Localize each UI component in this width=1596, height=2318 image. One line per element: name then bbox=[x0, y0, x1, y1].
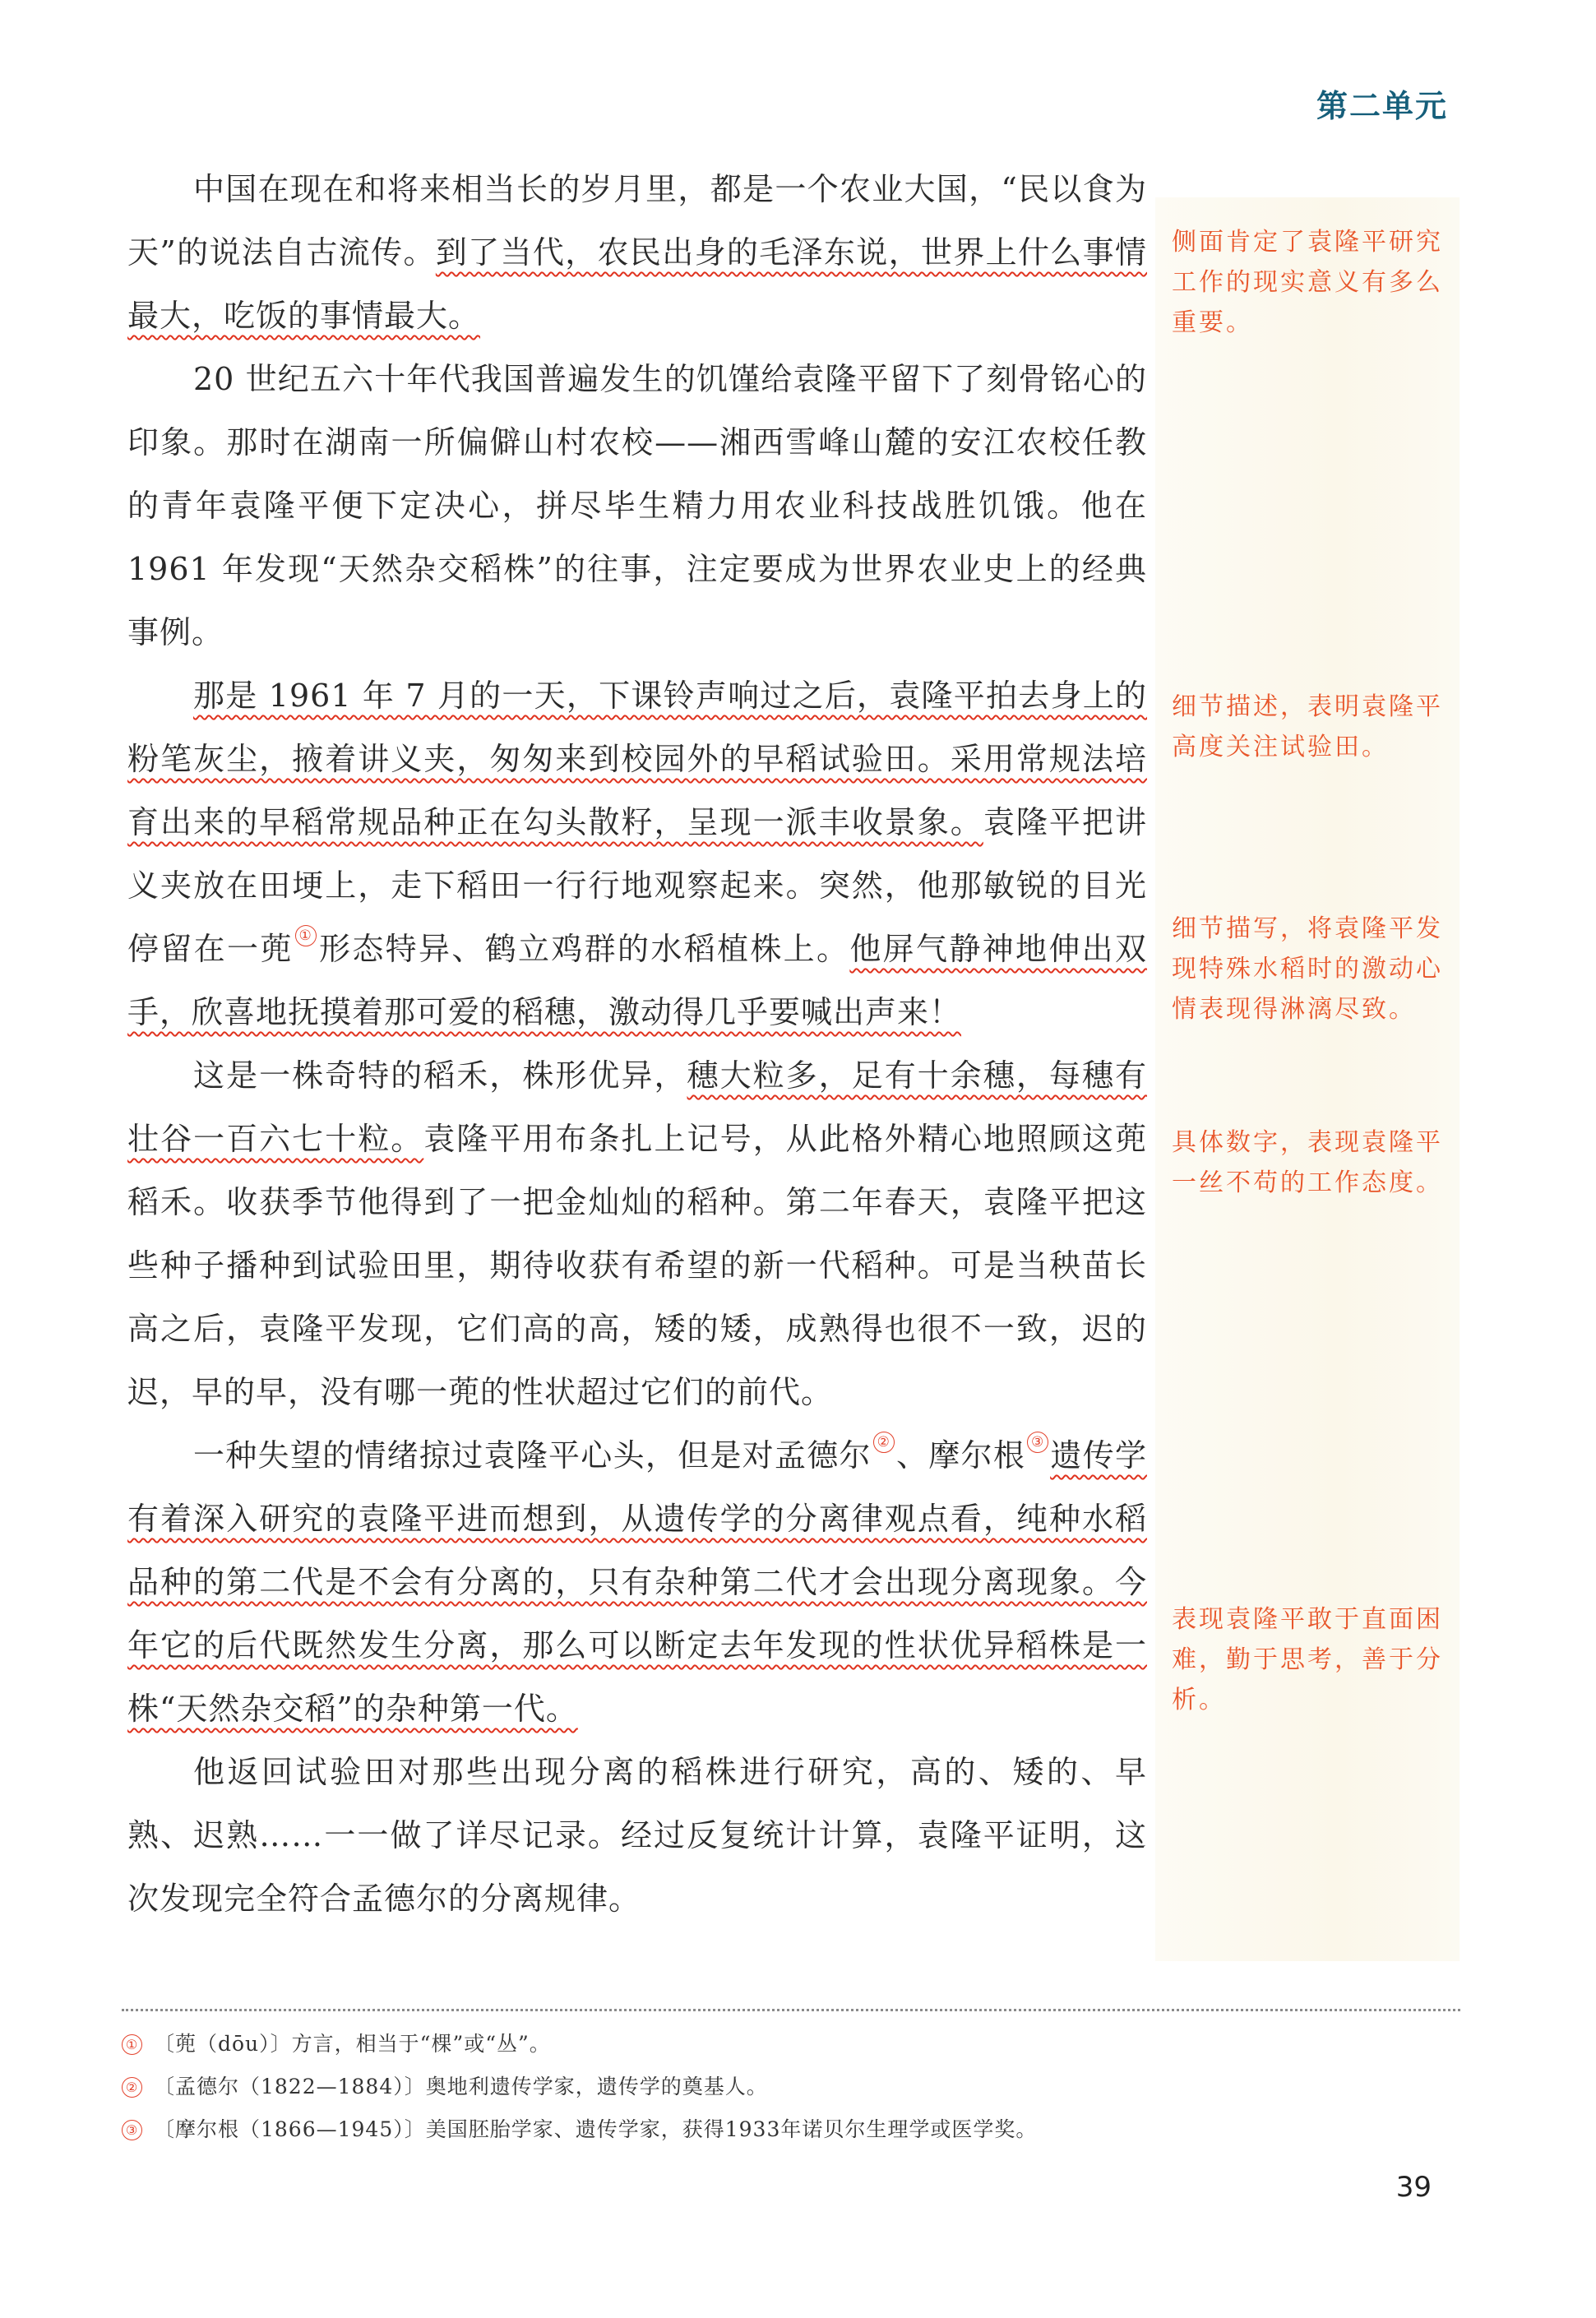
unit-title: 第二单元 bbox=[1316, 88, 1448, 124]
page-number: 39 bbox=[1395, 2171, 1432, 2204]
article-body bbox=[127, 158, 1147, 1931]
footnote-text: 〔蔸（dōu）〕方言，相当于“棵”或“丛”。 bbox=[154, 2032, 551, 2056]
underlined-segment: 遗传学有着深入研究的袁隆平进而想到，从遗传学的分离律观点看，纯种水稻品种的第二代是不会有分离的，只有杂种第二代才会出现分离现象。今年它的后代既然发生分离，那么可以断定去年发现的性状优异稻株是一株“天然杂交稻”的杂种第一代。 bbox=[127, 1437, 1147, 1727]
margin-note-4: 具体数字，表现袁隆平一丝不苟的工作态度。 bbox=[1172, 1128, 1443, 1197]
paragraph-5 bbox=[127, 1424, 1147, 1741]
paragraph-1 bbox=[127, 158, 1147, 348]
underlined-segment: 穗大粒多，足有十余穗，每穗有壮谷一百六七十粒。 bbox=[127, 1057, 1147, 1157]
footnote-text: 〔孟德尔（1822—1884）〕奥地利遗传学家，遗传学的奠基人。 bbox=[154, 2075, 768, 2098]
text-segment: 一种失望的情绪掠过袁隆平心头，但是对孟德尔 bbox=[193, 1437, 872, 1474]
footnote-ref-1[interactable]: ① bbox=[295, 925, 317, 946]
underlined-segment: 那是 1961 年 7 月的一天，下课铃声响过之后，袁隆平拍去身上的粉笔灰尘，掖着讲义夹，匆匆来到校园外的早稻试验田。采用常规法培育出来的早稻常规品种正在勾头散籽，呈现一派丰收景象。 bbox=[127, 678, 1147, 840]
paragraph-6: 他返回试验田对那些出现分离的稻株进行研究，高的、矮的、早熟、迟熟……一一做了详尽记录。经过反复统计计算，袁隆平证明，这次发现完全符合孟德尔的分离规律。 bbox=[127, 1754, 1147, 1917]
footnote-number: ③ bbox=[122, 2120, 142, 2140]
margin-note-5: 表现袁隆平敢于直面困难，勤于思考，善于分析。 bbox=[1172, 1605, 1443, 1714]
paragraph-2: 20 世纪五六十年代我国普遍发生的饥馑给袁隆平留下了刻骨铭心的印象。那时在湖南一所偏僻山村农校——湘西雪峰山麓的安江农校任教的青年袁隆平便下定决心，拼尽毕生精力用农业科技战胜饥饿。他在 1961 年发现“天然杂交稻株”的往事，注定要成为世界农业史上的经典事例。 bbox=[127, 361, 1147, 650]
footnote-1 bbox=[122, 2028, 551, 2057]
text-segment: 形态特异、鹤立鸡群的水稻植株上。 bbox=[317, 931, 850, 967]
margin-note-3: 细节描写，将袁隆平发现特殊水稻时的激动心情表现得淋漓尽致。 bbox=[1172, 914, 1443, 1024]
text-segment: 、摩尔根 bbox=[895, 1437, 1026, 1474]
text-segment: 袁隆平用布条扎上记号，从此格外精心地照顾这蔸稻禾。收获季节他得到了一把金灿灿的稻种。第二年春天，袁隆平把这些种子播种到试验田里，期待收获有希望的新一代稻种。可是当秧苗长高之后，袁隆平发现，它们高的高，矮的矮，成熟得也很不一致，迟的迟，早的早，没有哪一蔸的性状超过它们的前代。 bbox=[127, 1121, 1147, 1410]
text-segment: 中国在现在和将来相当长的岁月里，都是一个农业大国，“民以食为天”的说法自古流传。 bbox=[127, 171, 1147, 271]
footnote-text: 〔摩尔根（1866—1945）〕美国胚胎学家、遗传学家，获得1933年诺贝尔生理学或医学奖。 bbox=[154, 2117, 1038, 2141]
footnote-number: ① bbox=[122, 2034, 142, 2055]
paragraph-4 bbox=[127, 1044, 1147, 1424]
underlined-segment: 他屏气静神地伸出双手，欣喜地抚摸着那可爱的稻穗，激动得几乎要喊出声来！ bbox=[127, 931, 1147, 1030]
footnote-3 bbox=[122, 2113, 1037, 2143]
paragraph-3 bbox=[127, 664, 1147, 1044]
footnote-ref-2[interactable]: ② bbox=[873, 1432, 895, 1453]
footnote-number: ② bbox=[122, 2077, 142, 2098]
margin-note-2: 细节描述，表明袁隆平高度关注试验田。 bbox=[1172, 692, 1443, 761]
underlined-segment: 到了当代，农民出身的毛泽东说，世界上什么事情最大，吃饭的事情最大。 bbox=[127, 234, 1147, 334]
text-segment: 这是一株奇特的稻禾，株形优异， bbox=[193, 1057, 687, 1094]
margin-note-1: 侧面肯定了袁隆平研究工作的现实意义有多么重要。 bbox=[1172, 228, 1443, 337]
footnote-ref-3[interactable]: ③ bbox=[1027, 1432, 1048, 1453]
footnote-divider bbox=[122, 2009, 1460, 2011]
text-segment: 袁隆平把讲义夹放在田埂上，走下稻田一行行地观察起来。突然，他那敏锐的目光停留在一蔸 bbox=[127, 804, 1147, 967]
footnote-2 bbox=[122, 2070, 768, 2100]
